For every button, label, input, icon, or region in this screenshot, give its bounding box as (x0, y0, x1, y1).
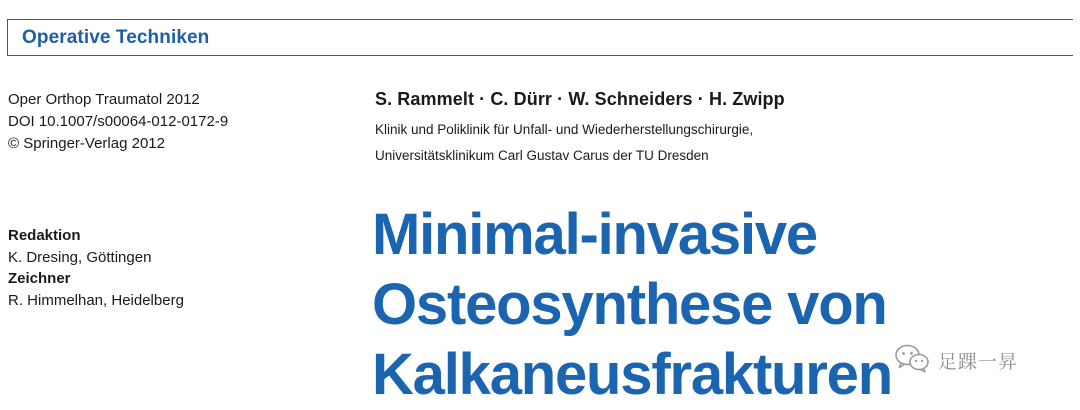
title-line-3: Kalkaneusfrakturen (372, 342, 892, 407)
title-line-2: Osteosynthese von (372, 272, 887, 337)
journal-citation: Oper Orthop Traumatol 2012 (8, 91, 200, 108)
affiliation-line-1: Klinik und Poliklinik für Unfall- und Wiederherstellungschirurgie, (375, 122, 754, 137)
copyright: © Springer-Verlag 2012 (8, 135, 165, 152)
zeichner-name: R. Himmelhan, Heidelberg (8, 291, 184, 309)
authors: S. Rammelt · C. Dürr · W. Schneiders · H. Zwipp (375, 89, 785, 109)
zeichner-label: Zeichner (8, 270, 71, 287)
redaktion-name: K. Dresing, Göttingen (8, 248, 152, 266)
title-line-1: Minimal-invasive (372, 202, 817, 267)
section-header (7, 19, 1073, 56)
doi: DOI 10.1007/s00064-012-0172-9 (8, 113, 229, 130)
journal-info (8, 89, 228, 155)
affiliation (375, 117, 753, 169)
affiliation-line-2: Universitätsklinikum Carl Gustav Carus der TU Dresden (375, 148, 709, 163)
article-title (372, 200, 892, 410)
redaktion-label: Redaktion (8, 227, 81, 244)
wechat-icon (894, 343, 930, 378)
editors-block (8, 225, 184, 311)
watermark-text: 足踝一昇 (938, 350, 1019, 373)
section-title: Operative Techniken (22, 27, 210, 48)
watermark (894, 343, 1018, 377)
